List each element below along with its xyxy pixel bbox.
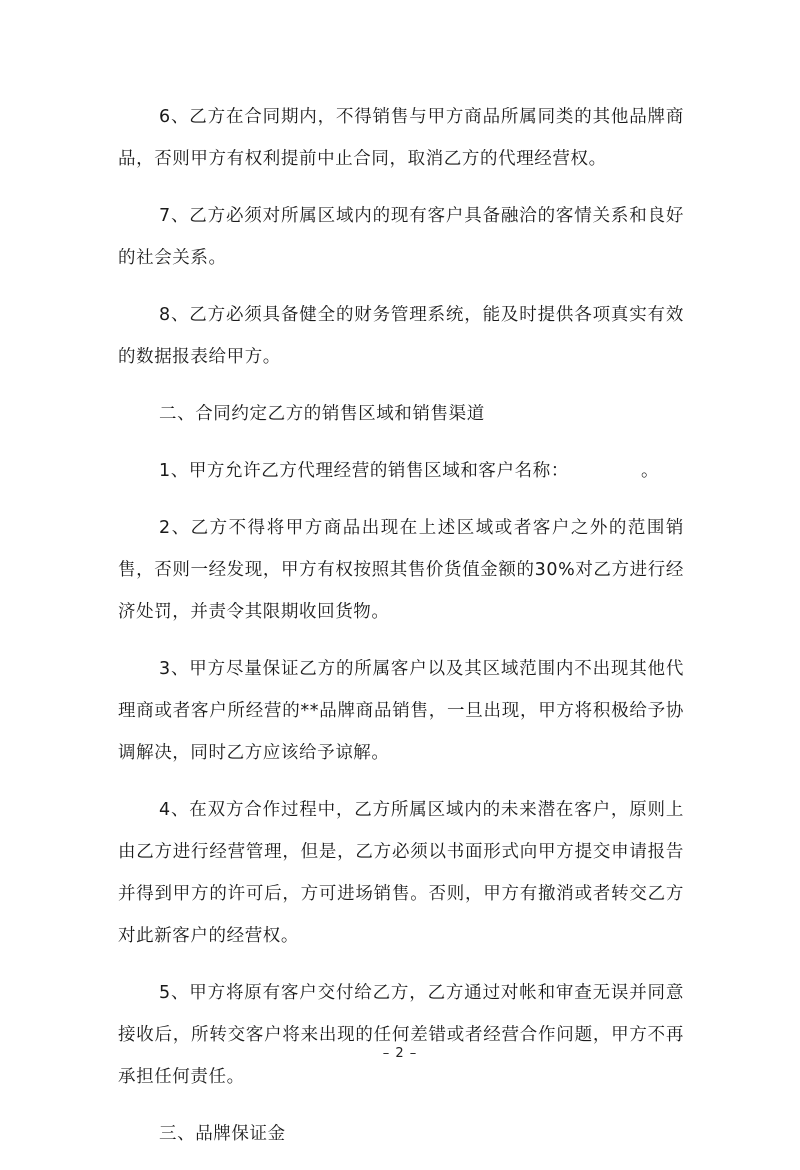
paragraph-clause-7: 7、乙方必须对所属区域内的现有客户具备融洽的客情关系和良好的社会关系。	[118, 206, 684, 268]
section-heading-brand-deposit: 三、品牌保证金	[159, 1124, 286, 1144]
paragraph-region-clause-3: 3、甲方尽量保证乙方的所属客户以及其区域范围内不出现其他代理商或者客户所经营的**品牌商品销售，一旦出现，甲方将积极给予协调解决，同时乙方应该给予谅解。	[118, 659, 684, 763]
region-clause-1-text: 1、甲方允许乙方代理经营的销售区域和客户名称：	[159, 461, 569, 481]
page-number: – 2 –	[382, 1046, 418, 1061]
paragraph-region-clause-2: 2、乙方不得将甲方商品出现在上述区域或者客户之外的范围销售，否则一经发现，甲方有权按照其售价货值金额的30%对乙方进行经济处罚，并责令其限期收回货物。	[118, 518, 684, 622]
paragraph-clause-8: 8、乙方必须具备健全的财务管理系统，能及时提供各项真实有效的数据报表给甲方。	[118, 305, 684, 367]
region-clause-1-period: 。	[640, 461, 660, 481]
paragraph-region-clause-5: 5、甲方将原有客户交付给乙方，乙方通过对帐和审查无误并同意接收后，所转交客户将来出现的任何差错或者经营合作问题，甲方不再承担任何责任。	[118, 983, 684, 1087]
section-heading-sales-region: 二、合同约定乙方的销售区域和销售渠道	[159, 404, 485, 424]
paragraph-clause-6: 6、乙方在合同期内，不得销售与甲方商品所属同类的其他品牌商品，否则甲方有权利提前中止合同，取消乙方的代理经营权。	[118, 107, 684, 169]
paragraph-region-clause-1	[118, 450, 684, 492]
paragraph-region-clause-4: 4、在双方合作过程中，乙方所属区域内的未来潜在客户，原则上由乙方进行经营管理，但是，乙方必须以书面形式向甲方提交申请报告并得到甲方的许可后，方可进场销售。否则，甲方有撤消或者转交乙方对此新客户的经营权。	[118, 800, 684, 946]
document-body	[118, 96, 684, 1170]
